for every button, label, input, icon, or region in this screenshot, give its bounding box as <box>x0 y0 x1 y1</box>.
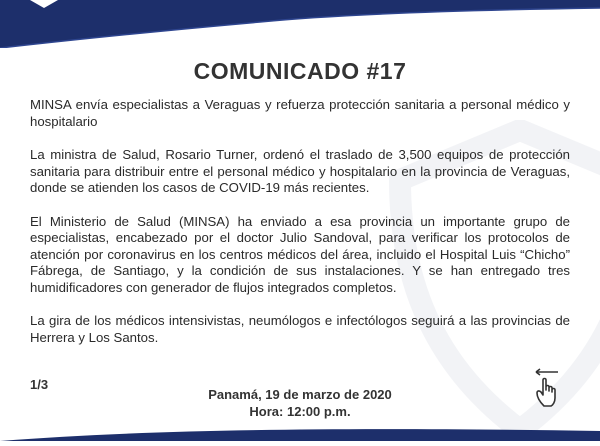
swipe-hand-icon[interactable] <box>528 364 568 412</box>
footer-date: Panamá, 19 de marzo de 2020 <box>208 387 392 402</box>
header-band <box>0 0 600 48</box>
footer-time: Hora: 12:00 p.m. <box>249 404 351 419</box>
paragraph-2: El Ministerio de Salud (MINSA) ha enviado a esa provincia un importante grupo de especialistas, encabezado por el doctor Julio Sandoval, para verificar los protocolos de atención por coronavirus en los centros médicos del área, incluido el Hospital Luis “Chicho” Fábrega, de Santiago, y la condición de sus instalaciones. Y se han entregado tres humidificadores con generador de flujos integrados completos. <box>30 213 570 295</box>
paragraph-3: La gira de los médicos intensivistas, neumólogos e infectólogos seguirá a las provincias de Herrera y Los Santos. <box>30 313 570 345</box>
footer <box>0 386 600 420</box>
page-number: 1/3 <box>30 377 49 392</box>
footer-band <box>0 425 600 441</box>
document-body <box>30 97 570 363</box>
paragraph-1: La ministra de Salud, Rosario Turner, ordenó el traslado de 3,500 equipos de protección sanitaria para distribuir entre el personal médico y hospitalario en la provincia de Veraguas, donde se atienden los casos de COVID-19 más recientes. <box>30 147 570 195</box>
document-title: COMUNICADO #17 <box>193 58 407 84</box>
headline-paragraph: MINSA envía especialistas a Veraguas y refuerza protección sanitaria a personal médico y hospitalario <box>30 97 570 129</box>
